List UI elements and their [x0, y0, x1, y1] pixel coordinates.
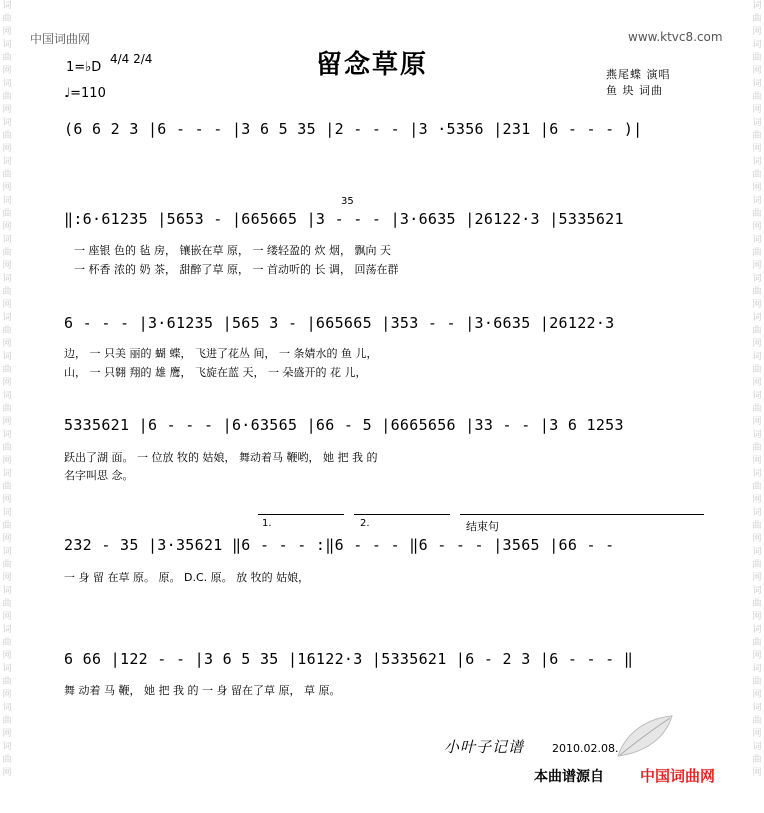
url-watermark: www.ktvc8.com — [628, 30, 723, 44]
score-row-1: (6 6 2 3 |6 - - - |3 6 5 35 |2 - - - |3 ·5356 |231 |6 - - - )| — [64, 120, 643, 138]
time-signature: 4/4 2/4 — [110, 52, 153, 66]
score-row-6: 6 66 |122 - - |3 6 5 35 |16122·3 |5335621 |6 - 2 3 |6 - - - ‖ — [64, 650, 634, 668]
ending-bracket — [460, 514, 704, 515]
lyrics-row-6: 舞 动着 马 鞭， 她 把 我 的 一 身 留在了草 原， 草 原。 — [64, 684, 341, 697]
volta-2-bracket — [354, 514, 450, 515]
volta-1-bracket — [258, 514, 344, 515]
grace-note: 35 — [341, 196, 354, 207]
lyrics-row-3-verse-1: 边， 一 只美 丽的 蝴 蝶， 飞进了花丛 间， 一 条婧水的 鱼 儿， — [64, 347, 378, 360]
score-row-5: 232 - 35 |3·35621 ‖6 - - - :‖6 - - - ‖6 - - - |3565 |66 - - — [64, 536, 615, 554]
ending-label: 结束句 — [466, 520, 499, 533]
lyrics-row-4-verse-1: 跃出了湖 面。 一 位放 牧的 姑娘， 舞动着马 鞭哟， 她 把 我 的 — [64, 451, 378, 464]
score-row-3: 6 - - - |3·61235 |565 3 - |665665 |353 - - |3·6635 |26122·3 — [64, 314, 615, 332]
side-watermark-left: 词曲网词曲网词曲网词曲网词曲网词曲网词曲网词曲网词曲网词曲网词曲网词曲网词曲网词曲网词曲网词曲网词曲网词曲网词曲网词曲网 — [2, 1, 12, 778]
lyrics-row-4-verse-2: 名字叫思 念。 — [64, 469, 134, 482]
singer-credit: 燕尾蝶 演唱 — [606, 68, 671, 81]
volta-2: 2. — [360, 518, 370, 529]
key-signature: 1=♭D — [66, 60, 102, 75]
score-row-2: ‖:6·61235 |5653 - |665665 |3 - - - |3·6635 |26122·3 |5335621 — [64, 210, 624, 228]
site-watermark: 中国词曲网 — [30, 32, 91, 46]
volta-1: 1. — [262, 518, 272, 529]
lyrics-row-5: 一 身 留 在草 原。 原。 D.C. 原。 放 牧的 姑娘， — [64, 571, 310, 584]
leaf-logo-icon — [612, 712, 676, 760]
score-row-4: 5335621 |6 - - - |6·63565 |66 - 5 |6665656 |33 - - |3 6 1253 — [64, 416, 624, 434]
writer-credit: 鱼 块 词曲 — [606, 84, 663, 97]
lyrics-row-2-verse-2: 一 杯香 浓的 奶 茶， 甜醉了草 原， 一 首动听的 长 调， 回荡在群 — [74, 263, 399, 276]
song-title: 留念草原 — [316, 50, 429, 80]
source-site: 中国词曲网 — [640, 767, 716, 785]
side-watermark-right: 词曲网词曲网词曲网词曲网词曲网词曲网词曲网词曲网词曲网词曲网词曲网词曲网词曲网词曲网词曲网词曲网词曲网词曲网词曲网词曲网 — [752, 1, 762, 778]
lyrics-row-2-verse-1: 一 座银 色的 毡 房， 镶嵌在草 原， 一 缕轻盈的 炊 烟， 飘向 天 — [74, 244, 391, 257]
tempo-mark: ♩=110 — [64, 86, 106, 101]
lyrics-row-3-verse-2: 山， 一 只翱 翔的 雄 鹰， 飞旋在蓝 天， 一 朵盛开的 花 儿， — [64, 366, 367, 379]
source-label: 本曲谱源自 — [534, 769, 604, 785]
transcriber-signature: 小叶子记谱 — [444, 738, 525, 756]
transcription-date: 2010.02.08. — [552, 742, 619, 755]
